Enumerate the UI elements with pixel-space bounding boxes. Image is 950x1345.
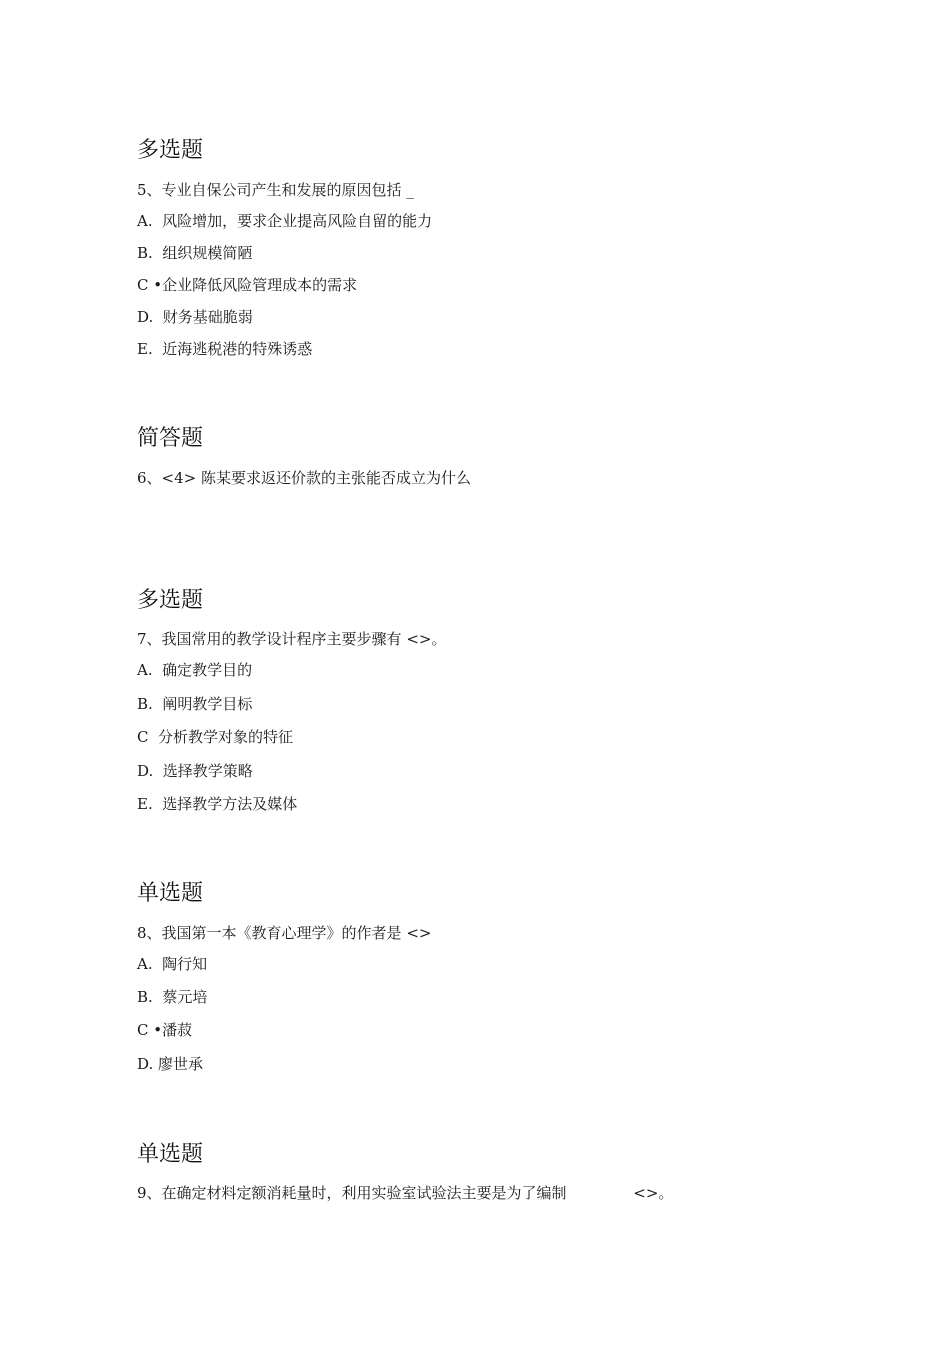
question-8: 8、我国第一本《教育心理学》的作者是 <>	[137, 924, 432, 942]
question-9: 9、在确定材料定额消耗量时，利用实验室试验法主要是为了编制 <>。	[137, 1184, 674, 1202]
option-7-a: A. 确定教学目的	[137, 661, 253, 679]
question-6: 6、<4> 陈某要求返还价款的主张能否成立为什么	[137, 469, 471, 487]
question-7: 7、我国常用的教学设计程序主要步骤有 <>。	[137, 630, 447, 648]
section-heading-3: 多选题	[137, 588, 204, 613]
section-heading-5: 单选题	[137, 1142, 204, 1167]
option-8-a: A. 陶行知	[137, 955, 208, 973]
option-5-d: D. 财务基础脆弱	[137, 308, 253, 326]
option-5-c: C •企业降低风险管理成本的需求	[137, 276, 358, 294]
option-7-c: C 分析教学对象的特征	[137, 728, 294, 746]
option-5-e: E. 近海逃税港的特殊诱惑	[137, 340, 313, 358]
option-7-b: B. 阐明教学目标	[137, 695, 253, 713]
option-8-d: D. 廖世承	[137, 1055, 204, 1073]
section-heading-1: 多选题	[137, 138, 204, 163]
question-5: 5、专业自保公司产生和发展的原因包括 _	[137, 181, 414, 199]
option-7-e: E. 选择教学方法及媒体	[137, 795, 298, 813]
section-heading-2: 简答题	[137, 426, 204, 451]
option-5-a: A. 风险增加，要求企业提高风险自留的能力	[137, 212, 433, 230]
option-8-c: C •潘菽	[137, 1021, 193, 1039]
option-7-d: D. 选择教学策略	[137, 762, 253, 780]
option-5-b: B. 组织规模简陋	[137, 244, 253, 262]
option-8-b: B. 蔡元培	[137, 988, 208, 1006]
section-heading-4: 单选题	[137, 881, 204, 906]
